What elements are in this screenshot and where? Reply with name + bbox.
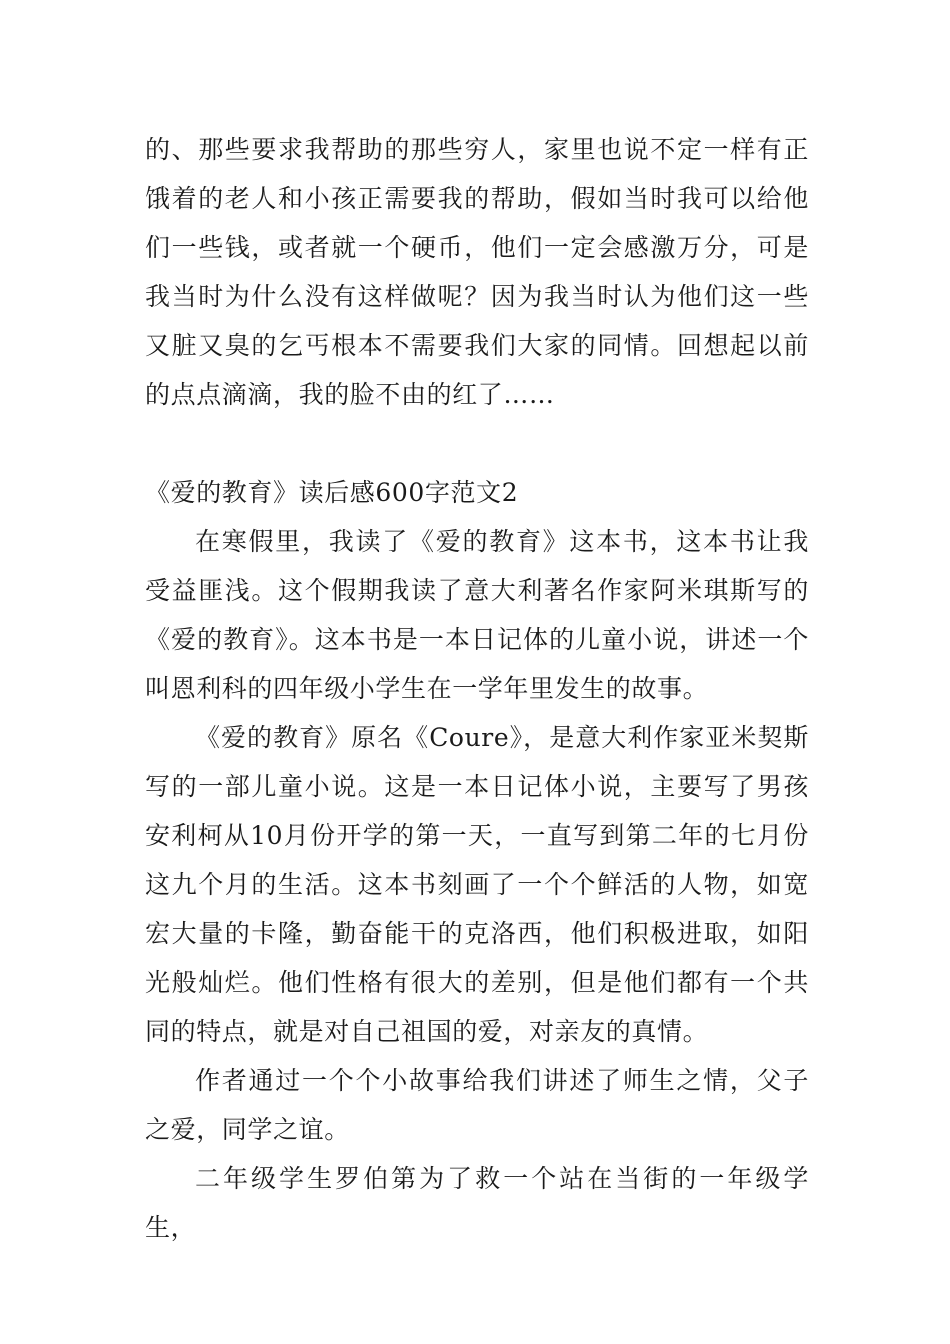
document-body [145, 125, 809, 1252]
paragraph-2: 《爱的教育》原名《Coure》，是意大利作家亚米契斯写的一部儿童小说。这是一本日记体小说，主要写了男孩安利柯从10月份开学的第一天，一直写到第二年的七月份这九个月的生活。这本书刻画了一个个鲜活的人物，如宽宏大量的卡隆，勤奋能干的克洛西，他们积极进取，如阳光般灿烂。他们性格有很大的差别，但是他们都有一个共同的特点，就是对自己祖国的爱，对亲友的真情。 [145, 723, 809, 1046]
section-heading: 《爱的教育》读后感600字范文2 [145, 478, 519, 507]
paragraph-3: 作者通过一个个小故事给我们讲述了师生之情，父子之爱，同学之谊。 [145, 1066, 809, 1144]
paragraph-gap [145, 419, 809, 468]
paragraph-1: 在寒假里，我读了《爱的教育》这本书，这本书让我受益匪浅。这个假期我读了意大利著名作家阿米琪斯写的《爱的教育》。这本书是一本日记体的儿童小说，讲述一个叫恩利科的四年级小学生在一学年里发生的故事。 [145, 527, 809, 703]
paragraph-4: 二年级学生罗伯第为了救一个站在当街的一年级学生， [145, 1164, 809, 1242]
paragraph-continued: 的、那些要求我帮助的那些穷人，家里也说不定一样有正饿着的老人和小孩正需要我的帮助，假如当时我可以给他们一些钱，或者就一个硬币，他们一定会感激万分，可是我当时为什么没有这样做呢？因为我当时认为他们这一些又脏又臭的乞丐根本不需要我们大家的同情。回想起以前的点点滴滴，我的脸不由的红了…… [145, 135, 809, 409]
